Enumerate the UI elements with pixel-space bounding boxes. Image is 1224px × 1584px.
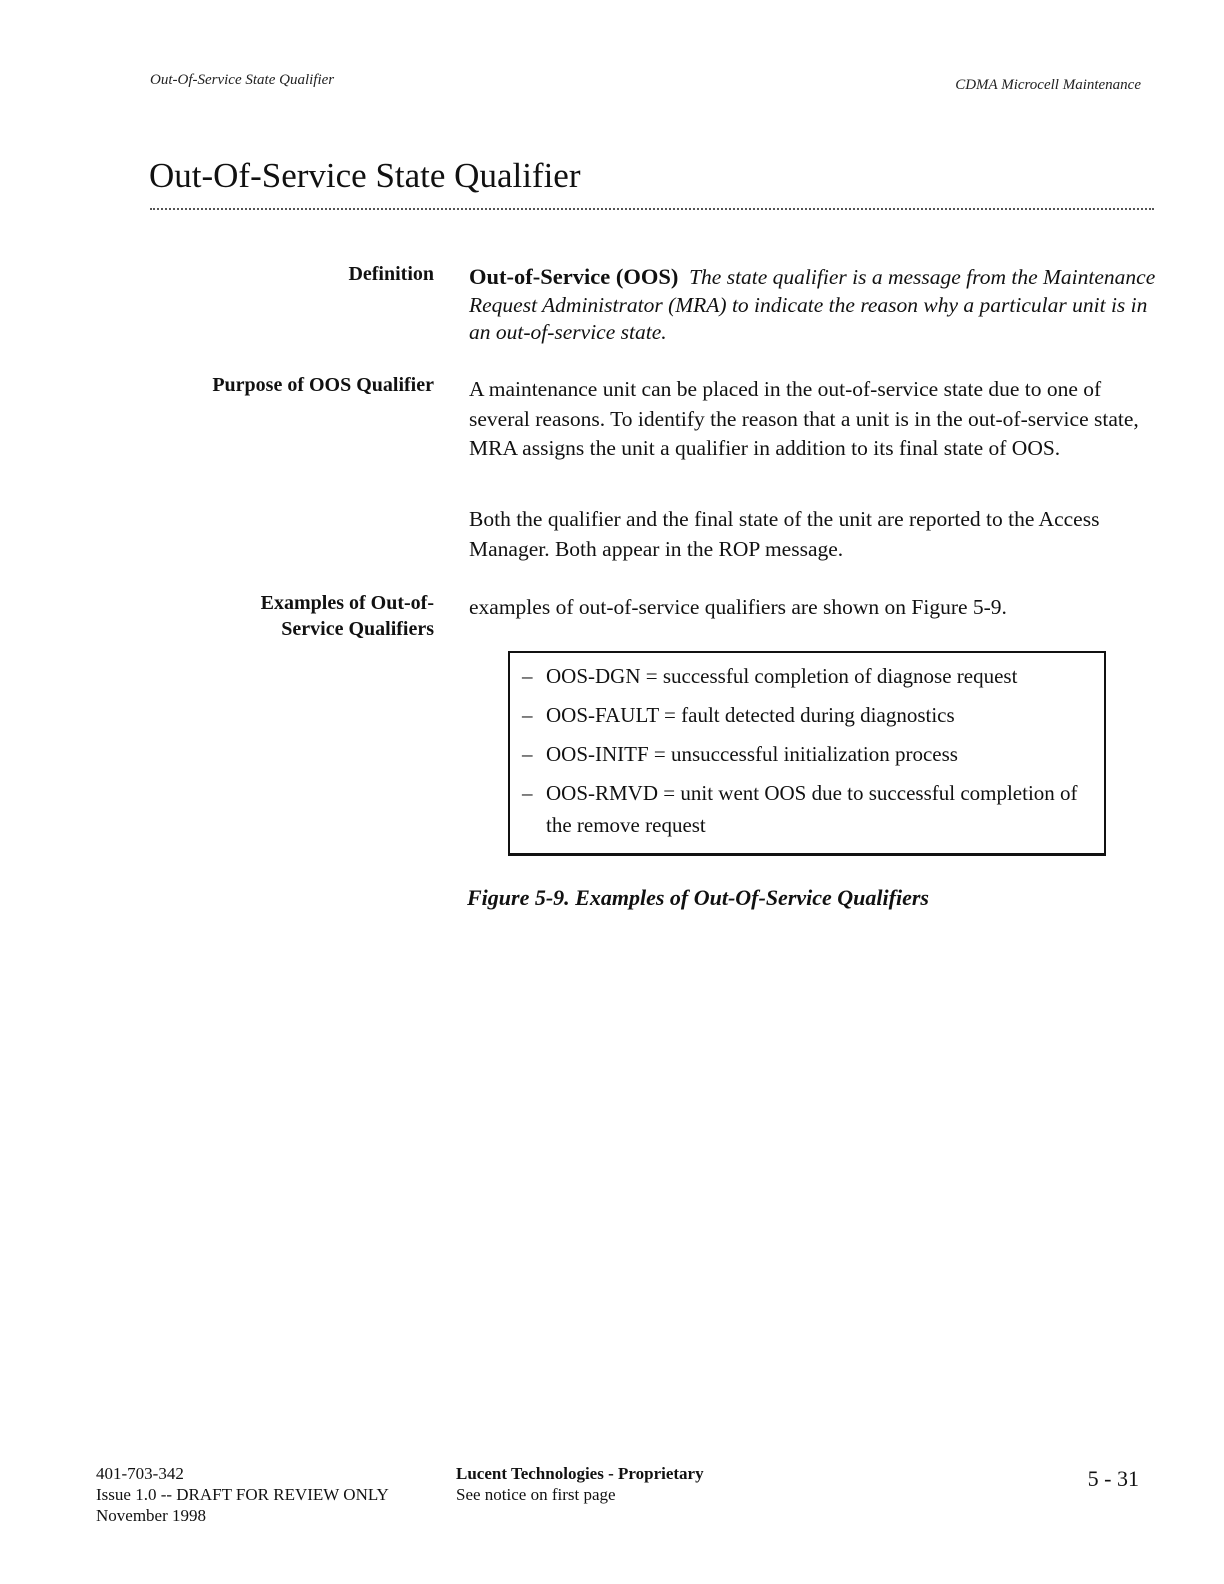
running-header-right: CDMA Microcell Maintenance xyxy=(955,77,1141,93)
footer-proprietary xyxy=(456,1463,704,1505)
footer-doc-number: 401-703-342 xyxy=(96,1464,184,1483)
title-divider xyxy=(150,208,1154,210)
definition-label: Definition xyxy=(348,263,434,285)
purpose-label: Purpose of OOS Qualifier xyxy=(212,374,434,396)
figure-list-item xyxy=(522,777,1096,841)
figure-list-item xyxy=(522,738,1096,770)
figure-item-text: OOS-FAULT = fault detected during diagnostics xyxy=(546,703,955,727)
figure-box xyxy=(508,651,1106,856)
footer-notice: See notice on first page xyxy=(456,1485,616,1504)
purpose-paragraph-1: A maintenance unit can be placed in the out-of-service state due to one of several reasons. To identify the reason that a unit is in the out-of-service state, MRA assigns the unit a qualifier in addition to its final state of OOS. xyxy=(469,377,1139,460)
footer-company: Lucent Technologies - Proprietary xyxy=(456,1464,704,1483)
dash-bullet: – xyxy=(522,742,533,766)
examples-intro: examples of out-of-service qualifiers are shown on Figure 5-9. xyxy=(469,595,1007,619)
definition-text: The state qualifier is a message from the Maintenance Request Administrator (MRA) to indicate the reason why a particular unit is in an out-of-service state. xyxy=(469,265,1156,344)
definition-term: Out-of-Service (OOS) xyxy=(469,264,679,289)
dash-bullet: – xyxy=(522,703,533,727)
footer-doc-info xyxy=(96,1463,389,1526)
examples-label-line-2: Service Qualifiers xyxy=(281,618,434,640)
footer-date: November 1998 xyxy=(96,1506,207,1525)
purpose-paragraph-2: Both the qualifier and the final state of the unit are reported to the Access Manager. Both appear in the ROP message. xyxy=(469,507,1100,561)
figure-list-item xyxy=(522,660,1096,692)
examples-label-line-1: Examples of Out-of- xyxy=(260,592,434,614)
figure-caption: Figure 5-9. Examples of Out-Of-Service Qualifiers xyxy=(467,885,929,910)
dash-bullet: – xyxy=(522,781,533,805)
section-title: Out-Of-Service State Qualifier xyxy=(149,156,581,195)
figure-item-text: OOS-INITF = unsuccessful initialization process xyxy=(546,742,958,766)
page-number: 5 - 31 xyxy=(1087,1466,1139,1491)
figure-item-text: OOS-RMVD = unit went OOS due to successful completion of the remove request xyxy=(546,781,1078,837)
examples-label xyxy=(261,590,434,642)
definition-paragraph xyxy=(469,263,1159,347)
footer-issue: Issue 1.0 -- DRAFT FOR REVIEW ONLY xyxy=(96,1485,389,1504)
running-header-left: Out-Of-Service State Qualifier xyxy=(150,72,335,88)
figure-item-text: OOS-DGN = successful completion of diagnose request xyxy=(546,664,1018,688)
figure-list-item xyxy=(522,699,1096,731)
dash-bullet: – xyxy=(522,664,533,688)
